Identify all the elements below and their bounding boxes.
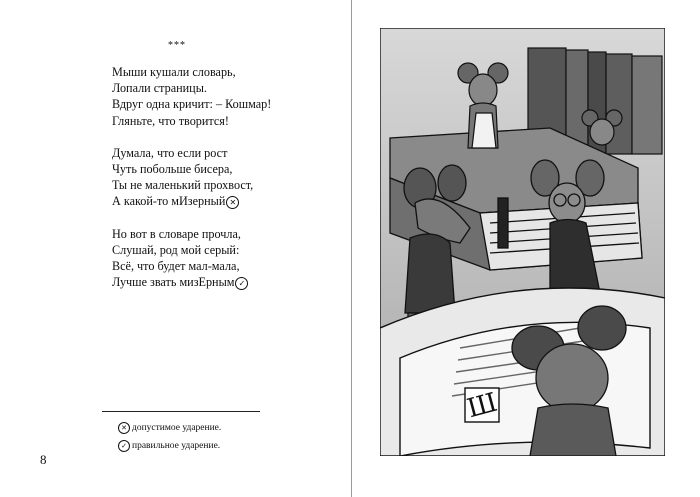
legend-text: правильное ударение. [132,441,221,451]
poem-line: Слушай, род мой серый: [112,242,240,257]
poem-line: Всё, что будет мал-мала, [112,259,240,274]
stress-legend [118,419,221,455]
legend-item-acceptable [118,419,221,437]
poem-line-text: Лучше звать мизЕрным [112,275,235,290]
acceptable-stress-icon: ✕ [226,196,239,209]
stanza-separator: *** [168,40,186,51]
page-number: 8 [40,452,47,467]
poem [112,64,271,306]
poem-line: Чуть побольше бисера, [112,162,233,177]
poem-line [112,193,271,209]
poem-line: Мыши кушали словарь, [112,65,236,79]
mice-reading-dictionary-illustration [380,28,665,456]
poem-line: Думала, что если рост [112,145,228,160]
footnote-rule [102,411,260,412]
stanza-1 [112,64,271,129]
poem-line: Вдруг одна кричит: – Кошмар! [112,97,272,112]
poem-line: Но вот в словаре прочла, [112,226,241,241]
open-dictionary [380,288,665,456]
poem-line: Лопали страницы. [112,81,207,96]
book-letter: Ш [464,387,501,425]
poem-line-text: А какой-то мИзерный [112,194,226,209]
legend-text: допустимое ударение. [132,423,222,433]
poem-line: Гляньте, что творится! [112,113,229,128]
correct-stress-icon: ✓ [118,440,130,452]
legend-item-correct [118,437,221,455]
poem-line: Ты не маленький прохвост, [112,178,254,193]
poem-line [112,274,271,290]
stanza-2 [112,145,271,210]
stanza-3 [112,226,271,291]
correct-stress-icon: ✓ [235,277,248,290]
acceptable-stress-icon: ✕ [118,422,130,434]
